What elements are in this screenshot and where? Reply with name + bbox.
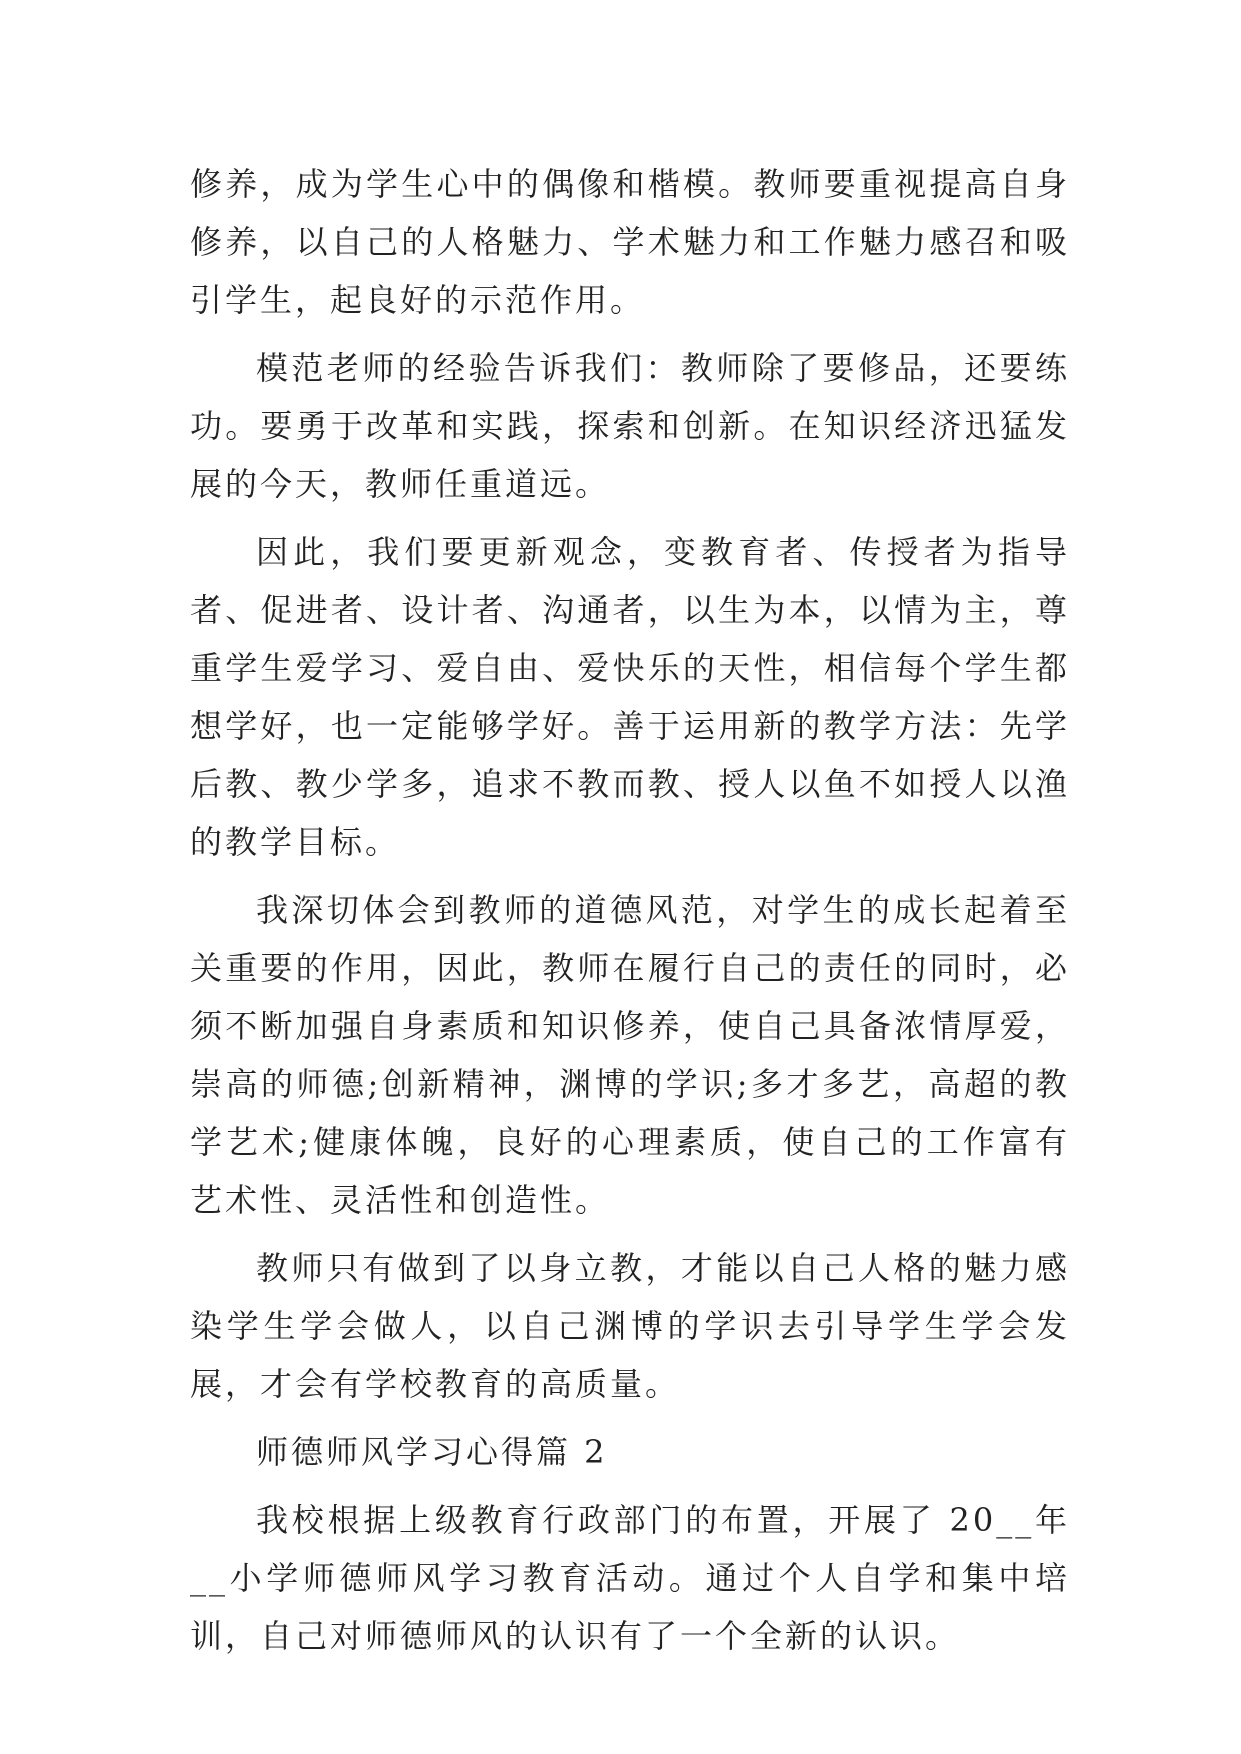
section-heading: 师德师风学习心得篇 2 <box>256 1433 608 1471</box>
paragraph-1: 修养，成为学生心中的偶像和楷模。教师要重视提高自身修养，以自己的人格魅力、学术魅力和工作魅力感召和吸引学生，起良好的示范作用。 <box>190 165 1070 319</box>
document-body <box>190 155 1070 1675</box>
paragraph-5: 教师只有做到了以身立教，才能以自己人格的魅力感染学生学会做人，以自己渊博的学识去引导学生学会发展，才会有学校教育的高质量。 <box>190 1249 1070 1403</box>
paragraph-3: 因此，我们要更新观念，变教育者、传授者为指导者、促进者、设计者、沟通者，以生为本，以情为主，尊重学生爱学习、爱自由、爱快乐的天性，相信每个学生都想学好，也一定能够学好。善于运用新的教学方法：先学后教、教少学多，追求不教而教、授人以鱼不如授人以渔的教学目标。 <box>190 533 1070 861</box>
paragraph-6: 我校根据上级教育行政部门的布置，开展了 20__年__小学师德师风学习教育活动。通过个人自学和集中培训，自己对师德师风的认识有了一个全新的认识。 <box>190 1501 1070 1655</box>
paragraph-4: 我深切体会到教师的道德风范，对学生的成长起着至关重要的作用，因此，教师在履行自己的责任的同时，必须不断加强自身素质和知识修养，使自己具备浓情厚爱，崇高的师德;创新精神，渊博的学识;多才多艺，高超的教学艺术;健康体魄，良好的心理素质，使自己的工作富有艺术性、灵活性和创造性。 <box>190 891 1070 1219</box>
paragraph-2: 模范老师的经验告诉我们：教师除了要修品，还要练功。要勇于改革和实践，探索和创新。在知识经济迅猛发展的今天，教师任重道远。 <box>190 349 1070 503</box>
